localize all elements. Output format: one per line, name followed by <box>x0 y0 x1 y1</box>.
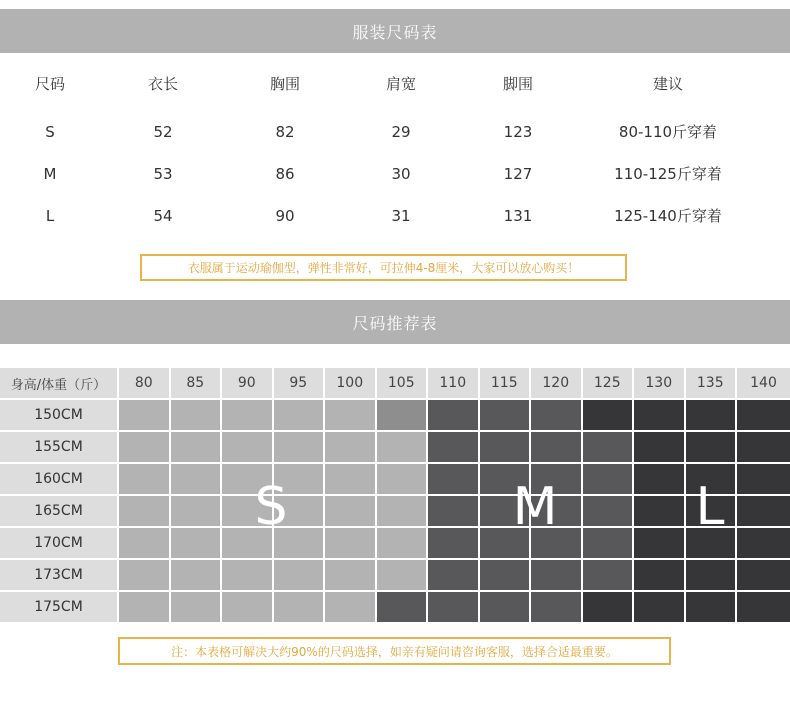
grid-cell <box>583 432 633 462</box>
grid-cell <box>531 560 581 590</box>
weight-header <box>531 368 581 398</box>
grid-cell <box>377 592 427 622</box>
table-cell: 125-140斤穿着 <box>614 207 722 225</box>
column-header: 建议 <box>652 75 684 93</box>
grid-cell <box>377 560 427 590</box>
table-row <box>0 204 790 228</box>
grid-cell <box>377 528 427 558</box>
corner-label-text: 身高/体重（斤） <box>10 377 107 393</box>
grid-cell <box>686 560 736 590</box>
grid-cell <box>428 432 478 462</box>
grid-cell <box>531 592 581 622</box>
grid-cell <box>171 432 221 462</box>
elasticity-note <box>140 254 627 281</box>
table-cell: 54 <box>153 207 173 225</box>
grid-cell <box>428 528 478 558</box>
weight-header-text: 125 <box>593 375 621 391</box>
weight-header <box>634 368 684 398</box>
grid-cell <box>634 560 684 590</box>
grid-cell <box>480 592 530 622</box>
grid-cell <box>377 496 427 526</box>
table-cell: 30 <box>391 165 411 183</box>
grid-cell <box>480 432 530 462</box>
column-header: 胸围 <box>269 75 301 93</box>
grid-cell <box>274 400 324 430</box>
grid-cell <box>325 528 375 558</box>
grid-cell <box>634 400 684 430</box>
size-chart-title: 服装尺码表 <box>352 22 438 42</box>
weight-header-text: 110 <box>439 375 467 391</box>
weight-header <box>274 368 324 398</box>
grid-cell <box>119 528 169 558</box>
grid-cell <box>428 400 478 430</box>
grid-cell <box>634 592 684 622</box>
column-header: 衣长 <box>147 75 179 93</box>
weight-header <box>377 368 427 398</box>
height-label <box>0 400 117 430</box>
grid-cell <box>222 560 272 590</box>
grid-cell <box>377 432 427 462</box>
weight-header-text: 135 <box>696 375 724 391</box>
grid-cell <box>583 528 633 558</box>
height-label-text: 150CM <box>34 407 83 423</box>
grid-cell <box>686 432 736 462</box>
grid-cell <box>119 496 169 526</box>
grid-cell <box>222 400 272 430</box>
grid-cell <box>737 496 790 526</box>
grid-cell <box>119 560 169 590</box>
grid-cell <box>428 592 478 622</box>
height-label <box>0 560 117 590</box>
table-cell: 31 <box>391 207 411 225</box>
table-cell: M <box>43 165 57 183</box>
grid-cell <box>325 400 375 430</box>
grid-cell <box>119 400 169 430</box>
grid-cell <box>325 464 375 494</box>
height-label-text: 175CM <box>34 599 83 615</box>
grid-cell <box>583 496 633 526</box>
corner-label <box>0 368 117 398</box>
size-zone-label: M <box>512 477 558 537</box>
column-header: 脚围 <box>502 75 534 93</box>
grid-cell <box>274 592 324 622</box>
grid-cell <box>634 432 684 462</box>
column-header: 尺码 <box>34 75 66 93</box>
height-label <box>0 464 117 494</box>
weight-header-text: 80 <box>134 375 153 391</box>
grid-cell <box>377 464 427 494</box>
weight-header-text: 105 <box>387 375 415 391</box>
grid-cell <box>737 464 790 494</box>
recommend-chart-title: 尺码推荐表 <box>352 313 438 333</box>
grid-cell <box>634 464 684 494</box>
grid-cell <box>737 560 790 590</box>
weight-header-text: 85 <box>186 375 205 391</box>
table-cell: 29 <box>391 123 411 141</box>
table-cell: 110-125斤穿着 <box>614 165 722 183</box>
height-label-text: 170CM <box>34 535 83 551</box>
table-cell: S <box>45 123 55 141</box>
grid-cell <box>171 592 221 622</box>
size-recommendation-grid <box>0 368 790 622</box>
weight-header <box>222 368 272 398</box>
size-zone-label: L <box>695 477 725 537</box>
grid-cell <box>583 560 633 590</box>
weight-header-text: 100 <box>336 375 364 391</box>
height-label <box>0 528 117 558</box>
grid-cell <box>480 560 530 590</box>
grid-cell <box>325 592 375 622</box>
table-cell: 80-110斤穿着 <box>618 123 718 141</box>
grid-cell <box>325 496 375 526</box>
grid-cell <box>171 464 221 494</box>
grid-cell <box>737 528 790 558</box>
table-cell: 82 <box>275 123 295 141</box>
table-cell: 90 <box>275 207 295 225</box>
table-cell: 52 <box>153 123 173 141</box>
height-label <box>0 432 117 462</box>
weight-header <box>480 368 530 398</box>
weight-header-text: 115 <box>490 375 518 391</box>
height-label-text: 165CM <box>34 503 83 519</box>
grid-cell <box>428 496 478 526</box>
recommend-chart-title-banner <box>0 300 790 344</box>
grid-cell <box>737 400 790 430</box>
table-cell: 53 <box>153 165 173 183</box>
weight-header <box>171 368 221 398</box>
table-row <box>0 162 790 186</box>
grid-cell <box>325 432 375 462</box>
height-label <box>0 496 117 526</box>
grid-cell <box>119 592 169 622</box>
grid-cell <box>222 432 272 462</box>
grid-cell <box>274 432 324 462</box>
weight-header <box>583 368 633 398</box>
grid-cell <box>583 464 633 494</box>
weight-header <box>119 368 169 398</box>
grid-cell <box>634 528 684 558</box>
size-chart-title-banner <box>0 9 790 53</box>
weight-header <box>428 368 478 398</box>
weight-header-text: 140 <box>750 375 777 391</box>
grid-cell <box>119 432 169 462</box>
grid-cell <box>480 400 530 430</box>
grid-cell <box>531 432 581 462</box>
table-cell: L <box>45 207 55 225</box>
weight-header-text: 130 <box>645 375 673 391</box>
height-label-text: 155CM <box>34 439 83 455</box>
size-table-header <box>0 72 790 96</box>
table-cell: 123 <box>503 123 533 141</box>
height-label-text: 160CM <box>34 471 83 487</box>
grid-cell <box>428 464 478 494</box>
grid-cell <box>583 400 633 430</box>
size-zone-label: S <box>254 477 288 537</box>
grid-cell <box>531 400 581 430</box>
weight-header <box>686 368 736 398</box>
elasticity-note-text: 衣服属于运动瑜伽型，弹性非常好，可拉伸4-8厘米，大家可以放心购买！ <box>187 261 580 275</box>
grid-cell <box>171 560 221 590</box>
table-cell: 127 <box>503 165 533 183</box>
grid-cell <box>583 592 633 622</box>
height-label <box>0 592 117 622</box>
accuracy-note <box>118 637 671 665</box>
grid-cell <box>428 560 478 590</box>
table-cell: 131 <box>503 207 533 225</box>
weight-header-text: 120 <box>542 375 570 391</box>
weight-header-text: 90 <box>237 375 256 391</box>
grid-cell <box>171 400 221 430</box>
grid-cell <box>171 496 221 526</box>
table-row <box>0 120 790 144</box>
grid-cell <box>325 560 375 590</box>
grid-cell <box>737 592 790 622</box>
weight-header-text: 95 <box>289 375 308 391</box>
weight-header <box>325 368 375 398</box>
column-header: 肩宽 <box>385 75 417 93</box>
grid-cell <box>119 464 169 494</box>
grid-cell <box>686 592 736 622</box>
height-label-text: 173CM <box>34 567 83 583</box>
grid-cell <box>686 400 736 430</box>
grid-cell <box>171 528 221 558</box>
table-cell: 86 <box>275 165 295 183</box>
weight-header <box>737 368 790 398</box>
grid-cell <box>737 432 790 462</box>
accuracy-note-text: 注：本表格可解决大约90%的尺码选择，如亲有疑问请咨询客服，选择合适最重要。 <box>171 644 618 659</box>
grid-cell <box>222 592 272 622</box>
grid-cell <box>377 400 427 430</box>
grid-cell <box>274 560 324 590</box>
grid-cell <box>634 496 684 526</box>
